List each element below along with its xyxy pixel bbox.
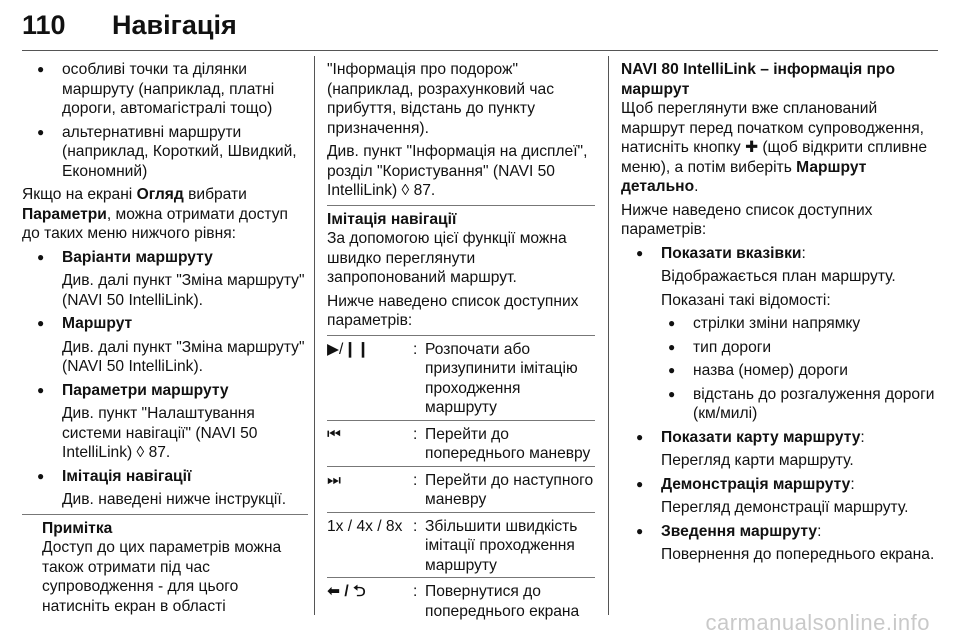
option-desc: Див. наведені нижче інструкції. — [62, 491, 287, 508]
header-divider — [22, 50, 938, 51]
row-divider — [327, 420, 595, 421]
row-divider — [327, 512, 595, 513]
list-item: ● тип дороги — [621, 338, 941, 358]
paragraph: Нижче наведено список доступних параметрів: — [327, 292, 579, 329]
section-heading: NAVI 80 IntelliLink – інформація про маршрут — [621, 61, 896, 98]
skip-back-icon: ⏮ — [327, 425, 342, 443]
option-title: ● Показати вказівки: — [621, 244, 941, 264]
note-text: Доступ до цих параметрів можна також отримати під час супроводження - для цього натисніть екран в області — [42, 539, 282, 615]
section-divider — [327, 335, 595, 336]
option-title: ● Зведення маршруту: — [621, 522, 941, 542]
list-item: ● особливі точки та ділянки маршруту (наприклад, платні дороги, автомагістралі тощо) — [22, 60, 308, 119]
column-1 — [22, 60, 308, 616]
control-row: ⬅ / ⮌ : Повернутися до попереднього екрана — [327, 583, 580, 620]
option-desc: Перегляд карти маршруту. — [661, 452, 854, 469]
option-title: ● Параметри маршруту — [22, 381, 308, 401]
page-title: Навігація — [112, 10, 237, 40]
paragraph: Якщо на екрані Огляд вибрати Параметри, можна отримати доступ до таких меню нижчого рівня: — [22, 186, 288, 242]
option-title: ● Маршрут — [22, 314, 308, 334]
section-divider — [22, 514, 308, 515]
column-3 — [621, 60, 941, 569]
paragraph: "Інформація про подорож" (наприклад, розрахунковий час прибуття, відстань до пункту призначення). — [327, 61, 555, 137]
control-row: ⏮ : Перейти до попереднього маневру — [327, 425, 591, 462]
speed-label: 1x / 4x / 8x — [327, 517, 403, 535]
option-desc: Див. далі пункт "Зміна маршруту" (NAVI 50 IntelliLink). — [62, 338, 305, 375]
page-header — [22, 10, 937, 50]
option-title: ● Показати карту маршруту: — [621, 428, 941, 448]
option-desc: Відображається план маршруту. — [661, 268, 896, 285]
option-title: ● Імітація навігації — [22, 467, 308, 487]
column-2 — [327, 60, 595, 623]
option-title: ● Варіанти маршруту — [22, 248, 308, 268]
option-desc: Повернення до попереднього екрана. — [661, 546, 935, 563]
list-item: ● назва (номер) дороги — [621, 361, 941, 381]
row-divider — [327, 577, 595, 578]
page-number: 110 — [22, 10, 66, 40]
option-title: ● Демонстрація маршруту: — [621, 475, 941, 495]
paragraph: Див. пункт "Інформація на дисплеї", розділ "Користування" (NAVI 50 IntelliLink) ◊ 87. — [327, 143, 588, 199]
paragraph: За допомогою цієї функції можна швидко переглянути запропонований маршрут. — [327, 230, 567, 286]
option-desc: Показані такі відомості: — [661, 291, 831, 309]
paragraph: Нижче наведено список доступних параметрів: — [621, 201, 873, 238]
section-divider — [327, 205, 595, 206]
column-divider-2 — [608, 56, 609, 615]
play-pause-icon: ▶/❙❙ — [327, 340, 370, 358]
option-desc: Див. пункт "Налаштування системи навігації" (NAVI 50 IntelliLink) ◊ 87. — [62, 405, 258, 461]
row-divider — [327, 466, 595, 467]
list-item: ● альтернативні маршрути (наприклад, Короткий, Швидкий, Економний) — [22, 123, 308, 182]
control-row: 1x / 4x / 8x : Збільшити швидкість імітації проходження маршруту — [327, 517, 578, 574]
plus-icon: ✚ — [744, 139, 759, 156]
note-heading: Примітка — [42, 519, 113, 537]
option-desc: Див. далі пункт "Зміна маршруту" (NAVI 50 IntelliLink). — [62, 272, 305, 309]
column-divider-1 — [314, 56, 315, 615]
control-row: ⏭ : Перейти до наступного маневру — [327, 471, 594, 508]
skip-forward-icon: ⏭ — [327, 471, 342, 489]
list-item: ● відстань до розгалуження дороги (км/милі) — [621, 385, 941, 424]
watermark: carmanualsonline.info — [705, 610, 930, 635]
control-row: ▶/❙❙ : Розпочати або призупинити імітацію проходження маршруту — [327, 340, 578, 416]
list-item: ● стрілки зміни напрямку — [621, 314, 941, 334]
section-heading: Імітація навігації — [327, 210, 457, 228]
back-arrow-icon: ⬅ / ⮌ — [327, 583, 366, 600]
option-desc: Перегляд демонстрації маршруту. — [661, 499, 909, 516]
paragraph: Щоб переглянути вже спланований маршрут перед початком супроводження, натисніть кнопку ✚ (щоб відкрити спливне меню), а потім виберіть Маршрут детально. — [621, 100, 928, 195]
